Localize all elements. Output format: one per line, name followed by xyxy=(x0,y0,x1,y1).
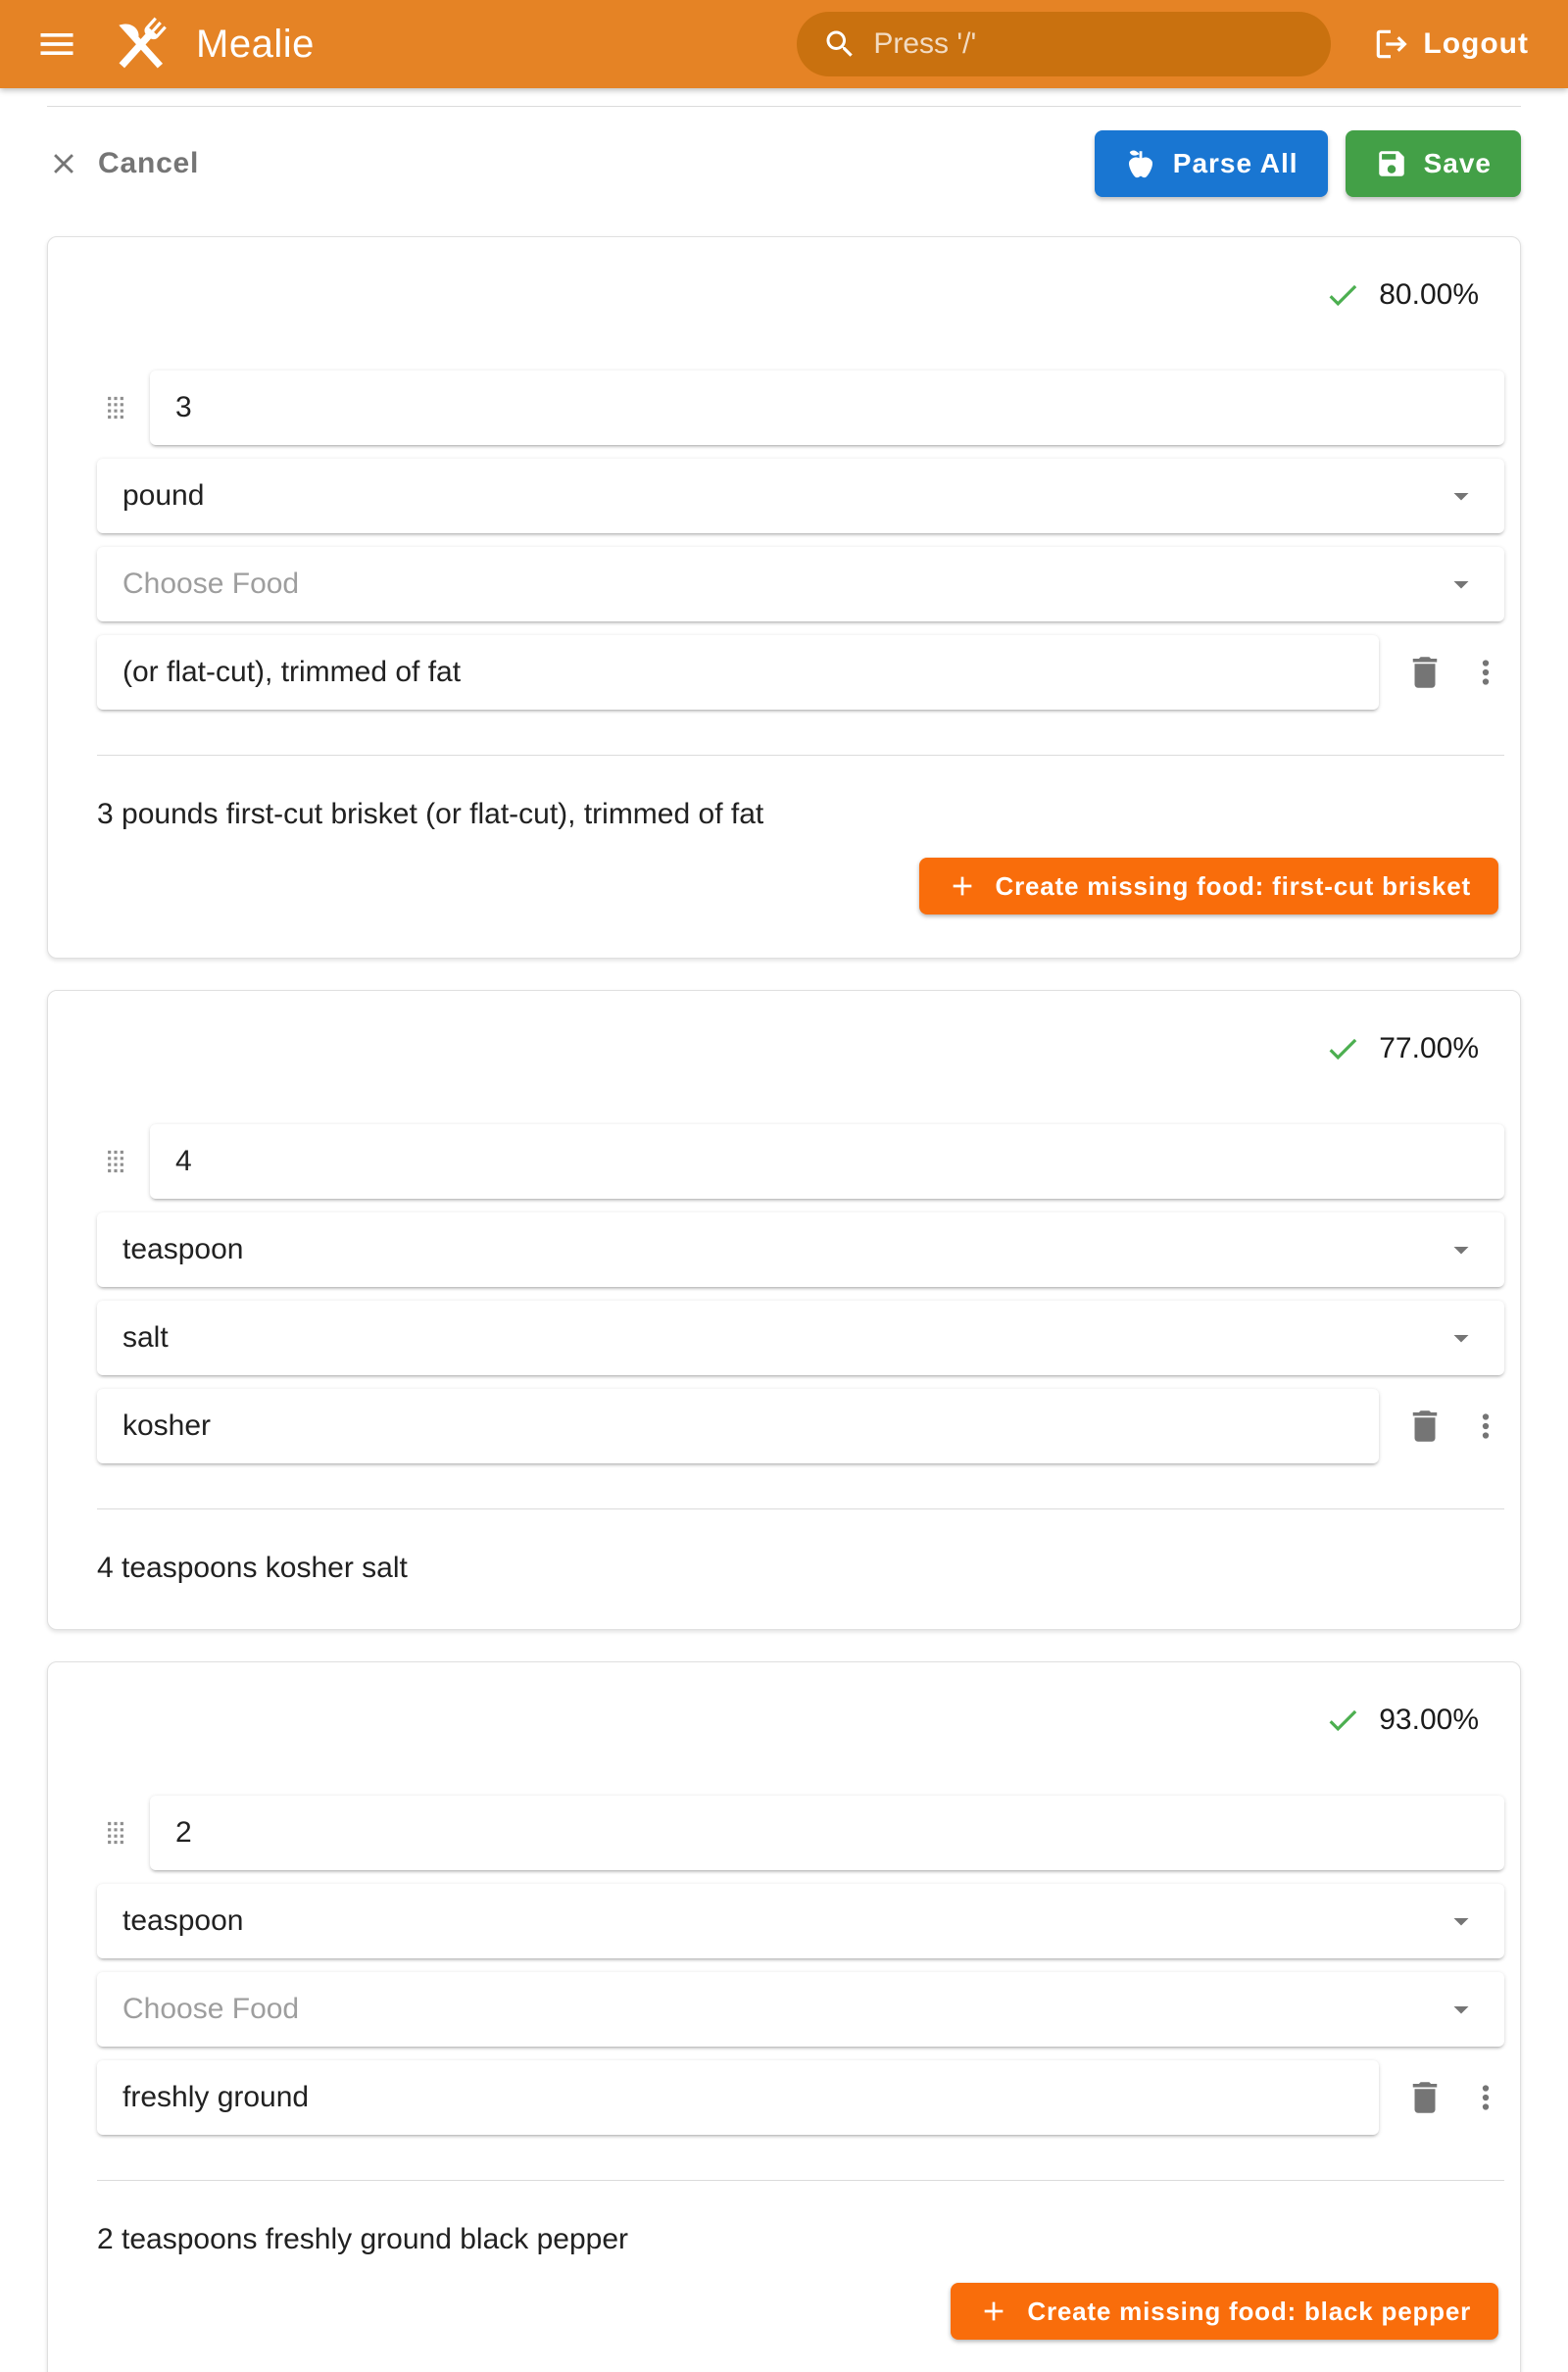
ingredient-list xyxy=(47,236,1521,2372)
close-icon xyxy=(47,147,80,180)
note-input[interactable] xyxy=(97,1389,1379,1463)
app-title: Mealie xyxy=(196,22,315,66)
check-icon xyxy=(1324,1030,1361,1067)
mealie-logo-fork-knife xyxy=(108,11,174,77)
trash-icon xyxy=(1404,652,1446,693)
more-options-button[interactable] xyxy=(1467,654,1504,691)
chevron-down-icon xyxy=(1444,567,1479,602)
logout-button[interactable] xyxy=(1372,25,1529,63)
card-divider xyxy=(97,2180,1504,2181)
unit-select[interactable] xyxy=(97,459,1504,533)
food-select[interactable] xyxy=(97,547,1504,621)
search-input[interactable] xyxy=(797,12,1331,76)
create-missing-food-button[interactable] xyxy=(951,2283,1498,2340)
trash-icon xyxy=(1404,1406,1446,1447)
drag-handle-icon[interactable] xyxy=(97,1143,134,1180)
food-select[interactable] xyxy=(97,1301,1504,1375)
chevron-down-icon xyxy=(1444,1992,1479,2027)
cancel-label: Cancel xyxy=(98,147,200,179)
food-placeholder: Choose Food xyxy=(122,568,300,600)
confidence-row xyxy=(97,1702,1504,1739)
plus-icon xyxy=(947,870,978,902)
original-ingredient-text: 2 teaspoons freshly ground black pepper xyxy=(97,2223,629,2255)
ingredient-card xyxy=(47,1661,1521,2372)
unit-value: teaspoon xyxy=(122,1233,244,1265)
delete-ingredient-button[interactable] xyxy=(1404,1406,1446,1447)
ingredient-card xyxy=(47,236,1521,959)
logout-icon xyxy=(1372,25,1409,63)
confidence-value: 93.00% xyxy=(1379,1704,1479,1736)
save-button[interactable] xyxy=(1346,130,1521,197)
unit-select[interactable] xyxy=(97,1884,1504,1958)
create-missing-food-label: Create missing food: black pepper xyxy=(1027,2296,1471,2326)
drag-handle-icon[interactable] xyxy=(97,389,134,426)
chevron-down-icon xyxy=(1444,1903,1479,1939)
ingredient-card xyxy=(47,990,1521,1630)
unit-select[interactable] xyxy=(97,1212,1504,1287)
confidence-value: 80.00% xyxy=(1379,278,1479,311)
parse-all-label: Parse All xyxy=(1172,148,1298,178)
dots-vertical-icon xyxy=(1467,2079,1504,2116)
cancel-button[interactable] xyxy=(47,147,199,180)
delete-ingredient-button[interactable] xyxy=(1404,2077,1446,2118)
note-input[interactable] xyxy=(97,2060,1379,2135)
chevron-down-icon xyxy=(1444,478,1479,514)
dots-vertical-icon xyxy=(1467,654,1504,691)
original-ingredient-text: 4 teaspoons kosher salt xyxy=(97,1552,408,1584)
card-divider xyxy=(97,755,1504,756)
quantity-input[interactable] xyxy=(150,1124,1504,1199)
save-floppy-icon xyxy=(1375,147,1408,180)
search-icon xyxy=(822,26,858,62)
trash-icon xyxy=(1404,2077,1446,2118)
food-value: salt xyxy=(122,1321,169,1354)
create-missing-food-label: Create missing food: first-cut brisket xyxy=(995,870,1471,901)
unit-value: teaspoon xyxy=(122,1904,244,1937)
note-input[interactable] xyxy=(97,635,1379,710)
app-bar xyxy=(0,0,1568,88)
check-icon xyxy=(1324,276,1361,314)
food-placeholder: Choose Food xyxy=(122,1993,300,2025)
parse-all-button[interactable] xyxy=(1095,130,1328,197)
save-label: Save xyxy=(1423,148,1492,178)
card-divider xyxy=(97,1508,1504,1509)
parser-toolbar xyxy=(47,130,1521,197)
delete-ingredient-button[interactable] xyxy=(1404,652,1446,693)
confidence-value: 77.00% xyxy=(1379,1032,1479,1064)
drag-handle-icon[interactable] xyxy=(97,1814,134,1852)
more-options-button[interactable] xyxy=(1467,1408,1504,1445)
dots-vertical-icon xyxy=(1467,1408,1504,1445)
hamburger-menu-icon[interactable] xyxy=(35,23,78,66)
create-missing-food-button[interactable] xyxy=(919,858,1498,914)
chevron-down-icon xyxy=(1444,1320,1479,1356)
food-select[interactable] xyxy=(97,1972,1504,2047)
apple-icon xyxy=(1124,147,1157,180)
more-options-button[interactable] xyxy=(1467,2079,1504,2116)
header-divider xyxy=(47,106,1521,107)
confidence-row xyxy=(97,276,1504,314)
quantity-input[interactable] xyxy=(150,1796,1504,1870)
plus-icon xyxy=(978,2296,1009,2327)
original-ingredient-text: 3 pounds first-cut brisket (or flat-cut), trimmed of fat xyxy=(97,798,764,830)
quantity-input[interactable] xyxy=(150,371,1504,445)
confidence-row xyxy=(97,1030,1504,1067)
check-icon xyxy=(1324,1702,1361,1739)
logout-label: Logout xyxy=(1423,27,1529,60)
chevron-down-icon xyxy=(1444,1232,1479,1267)
search-placeholder: Press '/' xyxy=(873,27,977,60)
unit-value: pound xyxy=(122,479,205,512)
